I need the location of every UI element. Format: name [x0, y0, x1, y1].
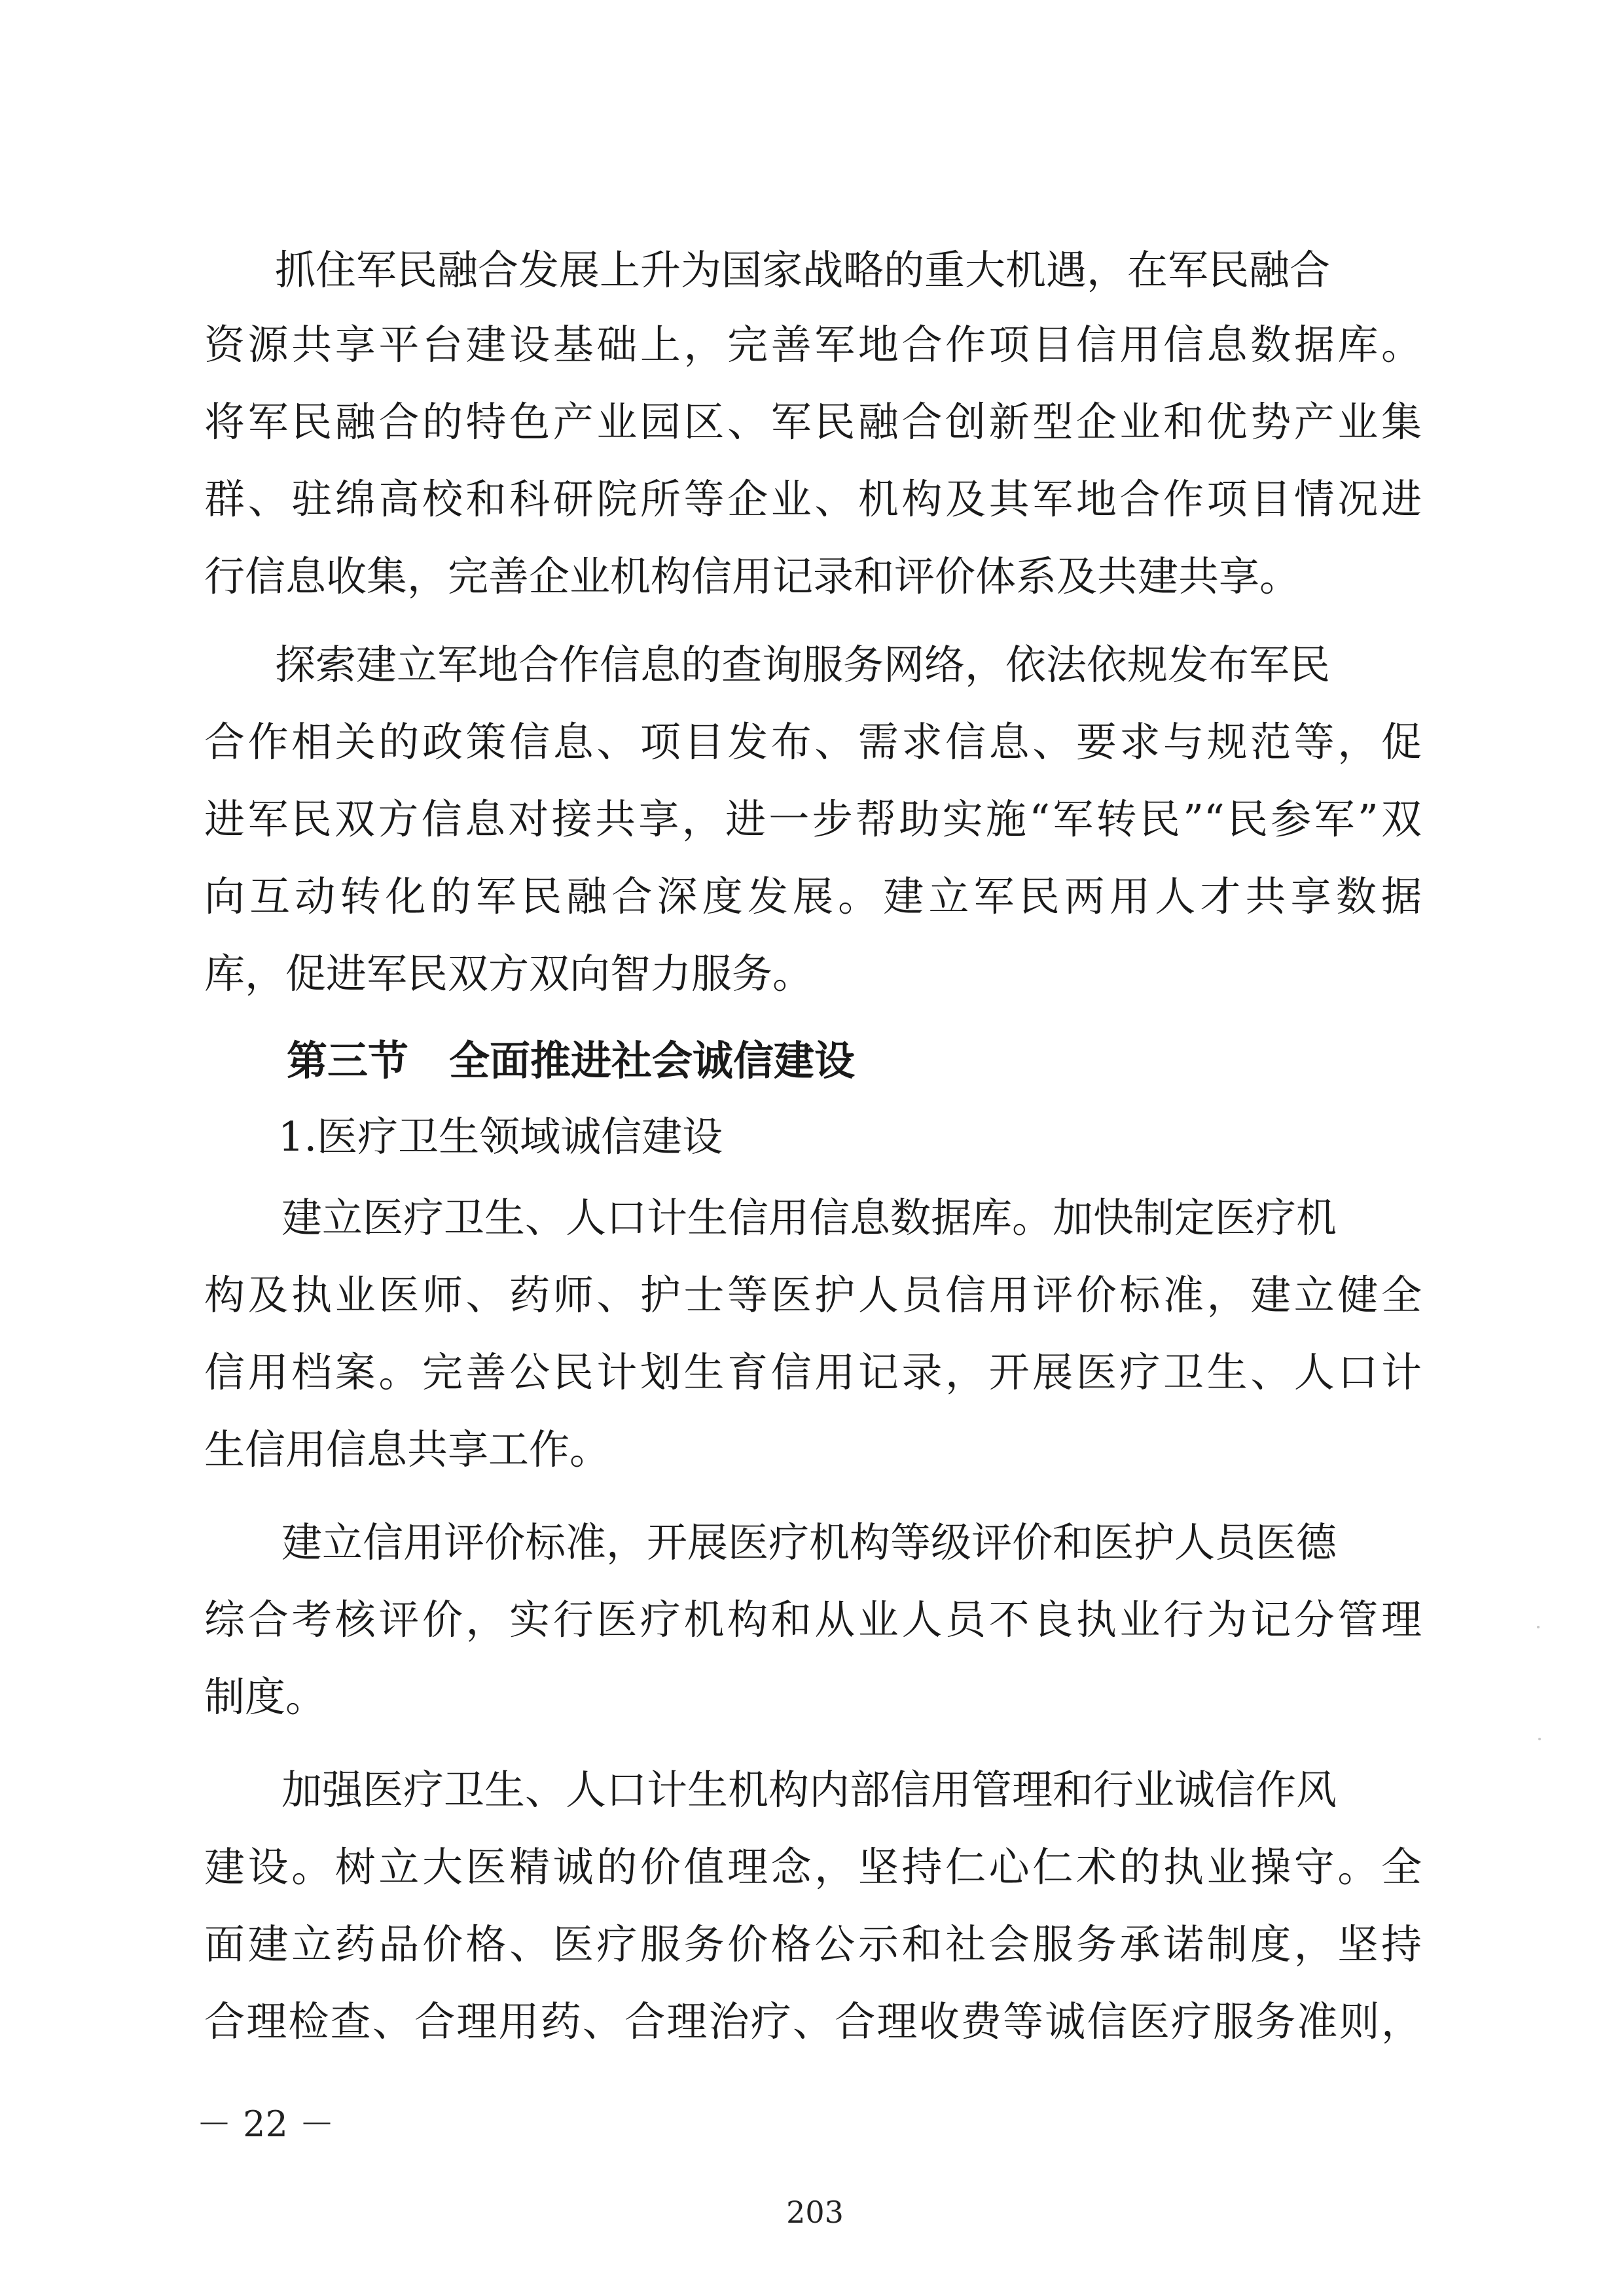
paragraph-4-line-3: 制度。 [204, 1673, 327, 1721]
paragraph-2-line-1: 探索建立军地合作信息的查询服务网络，依法依规发布军民 [275, 641, 1331, 689]
paragraph-2-line-3: 进军民双方信息对接共享，进一步帮助实施“军转民”“民参军”双 [204, 795, 1422, 843]
scan-page-number: 203 [786, 2195, 844, 2230]
paragraph-5-line-4: 合理检查、合理用药、合理治疗、合理收费等诚信医疗服务准则， [204, 1998, 1422, 2045]
paragraph-2-line-4: 向互动转化的军民融合深度发展。建立军民两用人才共享数据 [204, 872, 1422, 920]
section-heading: 第三节 全面推进社会诚信建设 [287, 1037, 856, 1085]
scan-speck [1538, 1738, 1541, 1740]
paragraph-2-line-5: 库，促进军民双方双向智力服务。 [204, 950, 814, 997]
paragraph-5-line-2: 建设。树立大医精诚的价值理念，坚持仁心仁术的执业操守。全 [204, 1843, 1422, 1891]
paragraph-1-line-5: 行信息收集，完善企业机构信用记录和评价体系及共建共享。 [204, 552, 1301, 600]
page-number-footer: － 22 － [196, 2104, 335, 2145]
paragraph-1-line-3: 将军民融合的特色产业园区、军民融合创新型企业和优势产业集 [204, 398, 1422, 446]
paragraph-1-line-4: 群、驻绵高校和科研院所等企业、机构及其军地合作项目情况进 [204, 475, 1422, 523]
paragraph-3-line-1: 建立医疗卫生、人口计生信用信息数据库。加快制定医疗机 [281, 1194, 1337, 1242]
paragraph-4-line-2: 综合考核评价，实行医疗机构和从业人员不良执业行为记分管理 [204, 1596, 1422, 1643]
paragraph-5-line-3: 面建立药品价格、医疗服务价格公示和社会服务承诺制度，坚持 [204, 1920, 1422, 1968]
paragraph-1-line-2: 资源共享平台建设基础上，完善军地合作项目信用信息数据库。 [204, 321, 1422, 368]
paragraph-1-line-1: 抓住军民融合发展上升为国家战略的重大机遇，在军民融合 [275, 246, 1331, 294]
subsection-heading: 1.医疗卫生领域诚信建设 [278, 1113, 723, 1160]
paragraph-3-line-3: 信用档案。完善公民计划生育信用记录，开展医疗卫生、人口计 [204, 1348, 1422, 1396]
paragraph-4-line-1: 建立信用评价标准，开展医疗机构等级评价和医护人员医德 [281, 1518, 1337, 1566]
paragraph-5-line-1: 加强医疗卫生、人口计生机构内部信用管理和行业诚信作风 [281, 1766, 1337, 1814]
paragraph-3-line-2: 构及执业医师、药师、护士等医护人员信用评价标准，建立健全 [204, 1271, 1422, 1319]
paragraph-2-line-2: 合作相关的政策信息、项目发布、需求信息、要求与规范等，促 [204, 718, 1422, 766]
scan-speck [1537, 1626, 1540, 1628]
paragraph-3-line-4: 生信用信息共享工作。 [204, 1426, 611, 1473]
